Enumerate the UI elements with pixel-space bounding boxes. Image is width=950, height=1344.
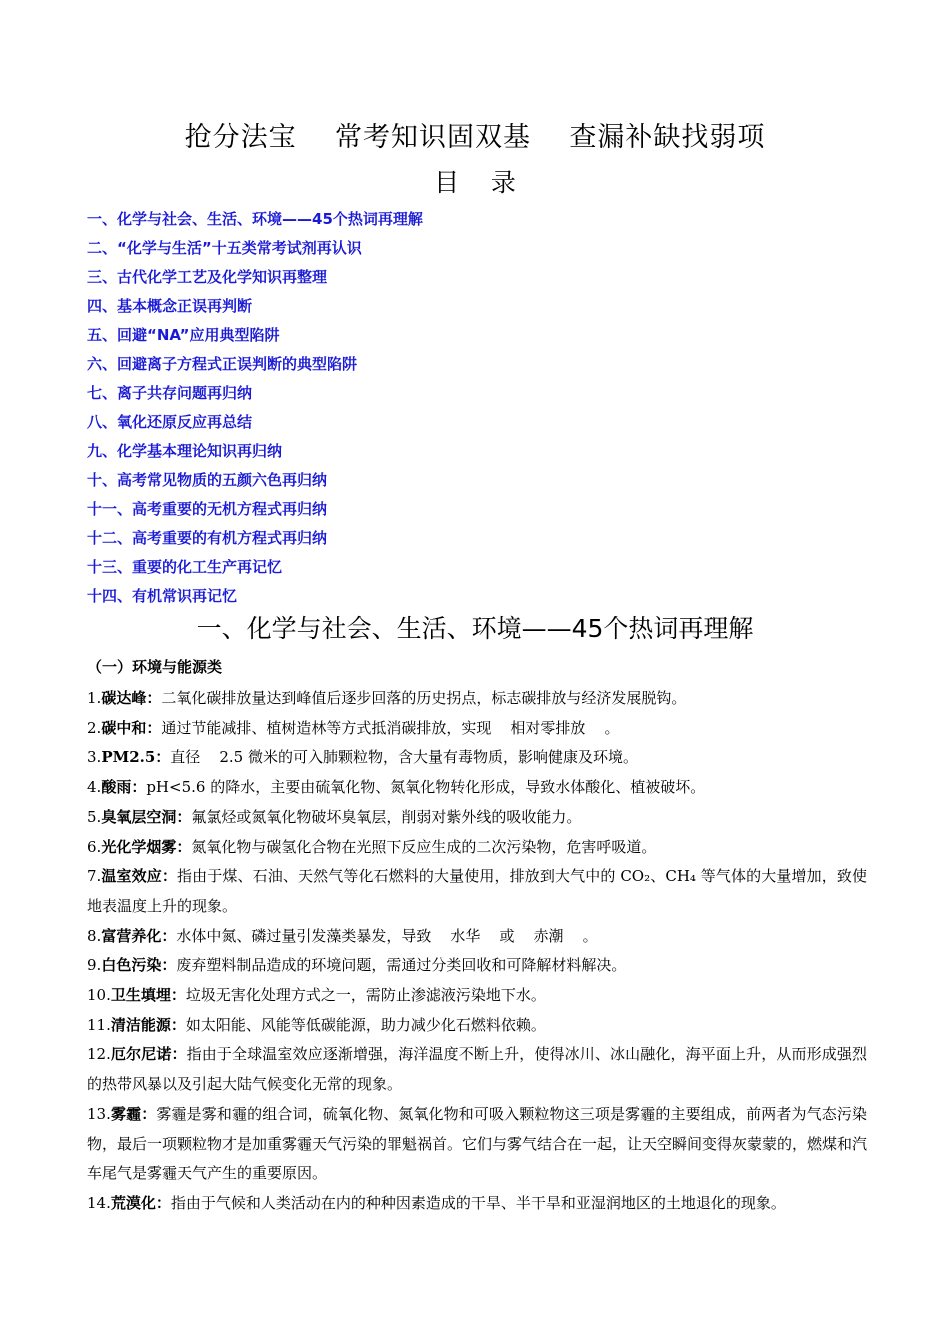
entry-term: 光化学烟雾： [101,837,192,856]
entry-term: 雾霾： [110,1104,157,1123]
toc-link[interactable]: 六、回避离子方程式正误判断的典型陷阱 [87,355,358,373]
term-entry [87,833,867,863]
term-entry [87,1189,867,1219]
entry-text: 直径 2.5 微米的可入肺颗粒物，含大量有毒物质，影响健康及环境。 [170,748,638,767]
entry-number: 1. [87,689,102,707]
entry-text: 指由于煤、石油、天然气等化石燃料的大量使用，排放到大气中的 CO₂、CH₄ 等气体的大量增加，致使地表温度上升的现象。 [87,867,867,915]
table-of-contents [87,208,423,614]
entry-text: 废弃塑料制品造成的环境问题，需通过分类回收和可降解材料解决。 [176,956,627,975]
entry-number: 10. [87,986,111,1005]
entry-term: 碳达峰： [101,689,162,707]
term-entry [87,803,867,833]
entry-number: 9. [87,956,102,975]
entry-number: 3. [87,748,102,767]
entry-term: 酸雨： [101,778,147,797]
term-entry [87,922,867,952]
sub-heading: （一）环境与能源类 [87,658,223,676]
entry-number: 2. [87,718,102,737]
toc-link[interactable]: 四、基本概念正误再判断 [87,297,253,315]
entry-text: 水体中氮、磷过量引发藻类暴发，导致 水华 或 赤潮 。 [176,926,598,945]
toc-link[interactable]: 七、离子共存问题再归纳 [87,384,253,402]
term-entry [87,684,867,714]
entry-number: 13. [87,1104,111,1123]
entry-number: 6. [87,837,102,856]
entry-text: 氟氯烃或氮氧化物破坏臭氧层，削弱对紫外线的吸收能力。 [191,807,582,826]
term-entry [87,1011,867,1041]
entry-term: 厄尔尼诺： [110,1045,187,1064]
entry-text: 如太阳能、风能等低碳能源，助力减少化石燃料依赖。 [185,1015,546,1034]
entry-number: 14. [87,1193,111,1212]
toc-link[interactable]: 八、氧化还原反应再总结 [87,413,253,431]
term-entry [87,1100,867,1189]
entry-term: PM2.5： [101,748,171,767]
entry-term: 富营养化： [101,926,177,945]
toc-link[interactable]: 十一、高考重要的无机方程式再归纳 [87,500,328,518]
toc-link[interactable]: 三、古代化学工艺及化学知识再整理 [87,268,328,286]
entry-number: 5. [87,807,102,826]
toc-link[interactable]: 十四、有机常识再记忆 [87,587,238,605]
entry-text: 指由于全球温室效应逐渐增强，海洋温度不断上升，使得冰川、冰山融化，海平面上升，从而形成强烈的热带风暴以及引起大陆气候变化无常的现象。 [87,1045,867,1094]
section-title: 一、化学与社会、生活、环境——45个热词再理解 [196,614,754,643]
entry-number: 12. [87,1045,111,1064]
entry-text: pH<5.6 的降水，主要由硫氧化物、氮氧化物转化形成，导致水体酸化、植被破坏。 [146,778,706,797]
toc-heading: 目 录 [434,168,516,197]
term-entry [87,773,867,803]
entry-text: 指由于气候和人类活动在内的种种因素造成的干旱、半干旱和亚湿润地区的土地退化的现象。 [170,1193,786,1212]
toc-link[interactable]: 十、高考常见物质的五颜六色再归纳 [87,471,328,489]
entry-term: 温室效应： [101,867,178,886]
entry-term: 白色污染： [101,956,177,975]
toc-link[interactable]: 十二、高考重要的有机方程式再归纳 [87,529,328,547]
entry-term: 卫生填埋： [110,986,186,1005]
term-entry [87,981,867,1011]
entry-text: 二氧化碳排放量达到峰值后逐步回落的历史拐点，标志碳排放与经济发展脱钩。 [161,689,687,707]
toc-link[interactable]: 五、回避“NA”应用典型陷阱 [87,326,280,344]
main-title: 抢分法宝 常考知识固双基 查漏补缺找弱项 [184,122,766,153]
entry-number: 8. [87,926,102,945]
entry-number: 4. [87,778,102,797]
entry-text: 通过节能减排、植树造林等方式抵消碳排放，实现 相对零排放 。 [161,718,620,737]
term-entry [87,714,867,744]
entry-text: 雾霾是雾和霾的组合词，硫氧化物、氮氧化物和可吸入颗粒物这三项是雾霾的主要组成，前两者为气态污染物，最后一项颗粒物才是加重雾霾天气污染的罪魁祸首。它们与雾气结合在一起，让天空瞬间变得灰蒙蒙的，燃煤和汽车尾气是雾霾天气产生的重要原因。 [87,1104,868,1183]
entry-text: 垃圾无害化处理方式之一，需防止渗滤液污染地下水。 [185,986,546,1005]
entry-term: 清洁能源： [110,1015,186,1034]
toc-link[interactable]: 一、化学与社会、生活、环境——45个热词再理解 [87,210,423,228]
toc-link[interactable]: 九、化学基本理论知识再归纳 [87,442,283,460]
entry-number: 7. [87,867,102,886]
toc-link[interactable]: 十三、重要的化工生产再记忆 [87,558,283,576]
toc-link[interactable]: 二、“化学与生活”十五类常考试剂再认识 [87,239,362,257]
entry-term: 荒漠化： [110,1193,171,1212]
entry-text: 氮氧化物与碳氢化合物在光照下反应生成的二次污染物，危害呼吸道。 [191,837,657,856]
term-entry [87,1040,867,1099]
term-entry [87,862,867,921]
term-list [87,684,867,1219]
term-entry [87,951,867,981]
term-entry [87,743,867,773]
entry-number: 11. [87,1015,111,1034]
entry-term: 臭氧层空洞： [101,807,192,826]
entry-term: 碳中和： [101,718,162,737]
